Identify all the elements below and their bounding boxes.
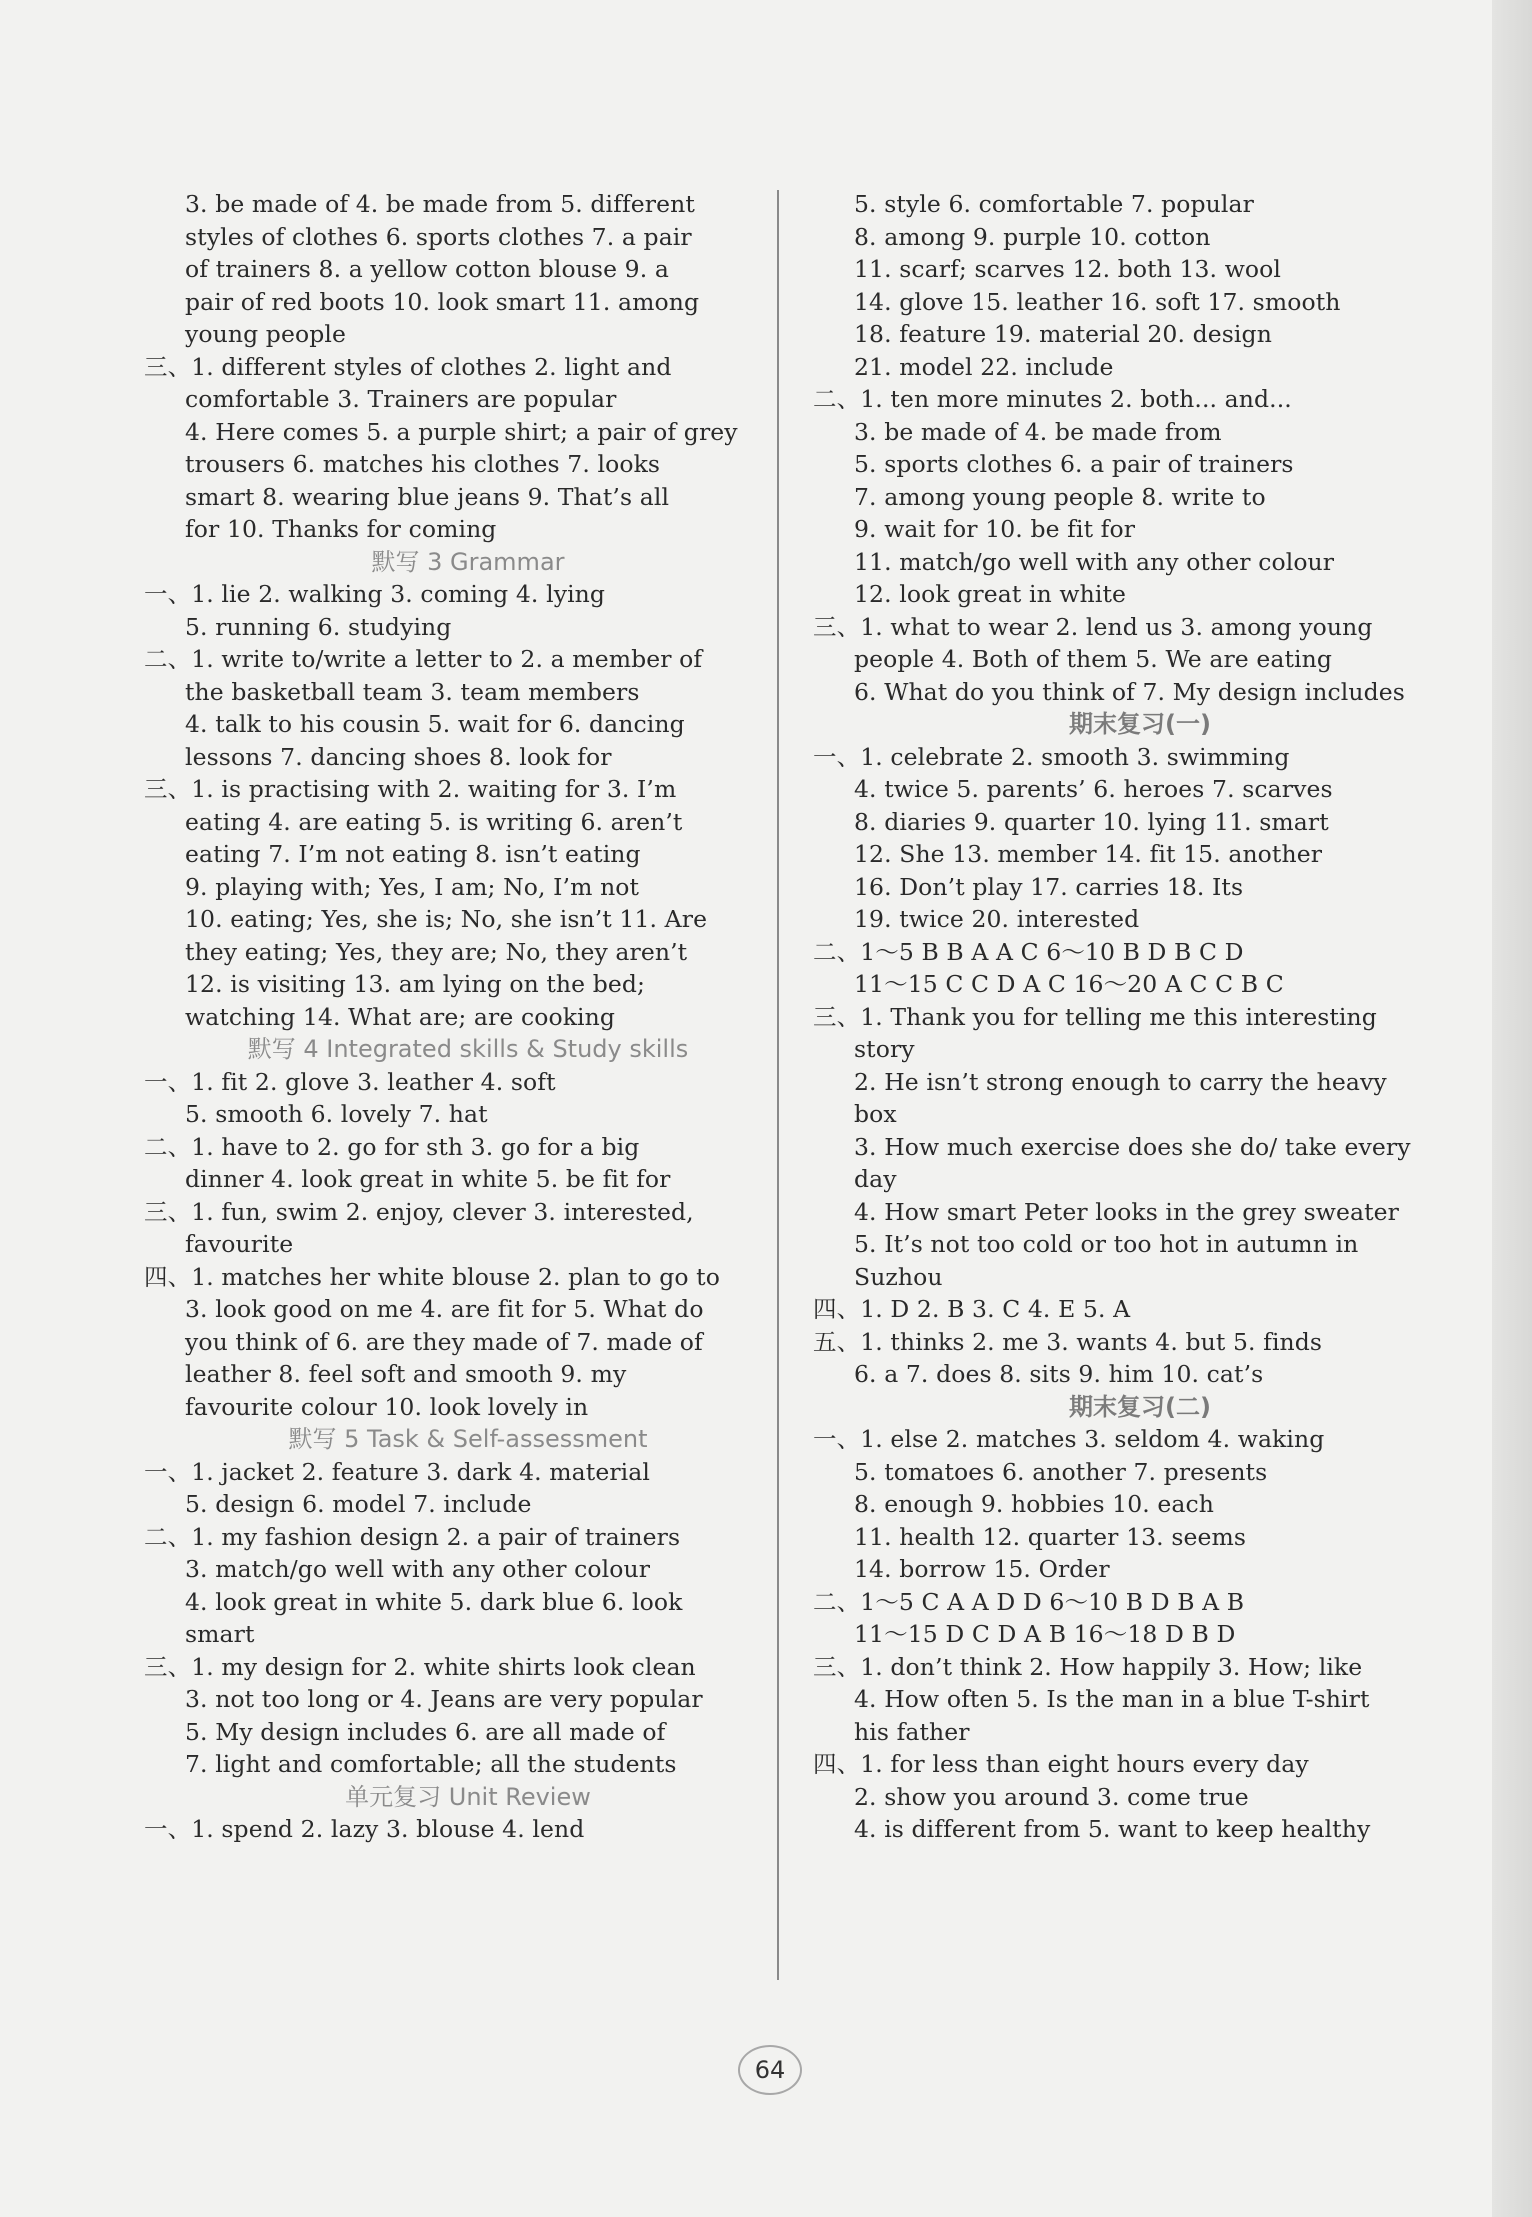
answer-line: 四、1. for less than eight hours every day: [813, 1750, 1309, 1778]
answer-line: story: [854, 1035, 915, 1063]
answer-line: 一、1. fit 2. glove 3. leather 4. soft: [144, 1067, 556, 1096]
answer-line: 21. model 22. include: [854, 352, 1114, 381]
answer-line: 三、1. Thank you for telling me this interesting: [813, 1002, 1377, 1031]
answer-line: 6. a 7. does 8. sits 9. him 10. cat’s: [854, 1360, 1264, 1388]
answer-line: 三、1. is practising with 2. waiting for 3. I’m: [144, 775, 677, 803]
answer-line: 5. running 6. studying: [185, 612, 452, 641]
answer-line: smart: [185, 1620, 255, 1648]
answer-line: 12. look great in white: [854, 580, 1127, 608]
answer-line: 11. match/go well with any other colour: [854, 547, 1335, 576]
answer-line: they eating; Yes, they are; No, they aren’t: [185, 937, 688, 966]
answer-line: 8. enough 9. hobbies 10. each: [854, 1490, 1215, 1518]
answer-line: 5. sports clothes 6. a pair of trainers: [854, 450, 1294, 478]
answer-line: 五、1. thinks 2. me 3. wants 4. but 5. finds: [813, 1327, 1323, 1356]
page-edge-shadow: [1492, 0, 1532, 2217]
answer-line: 10. eating; Yes, she is; No, she isn’t 11. Are: [185, 905, 708, 933]
answer-line: 7. light and comfortable; all the students: [185, 1750, 677, 1778]
answer-line: 8. among 9. purple 10. cotton: [854, 222, 1211, 251]
answer-line: 一、1. jacket 2. feature 3. dark 4. material: [144, 1457, 651, 1486]
answer-line: 11～15 D C D A B 16～18 D B D: [854, 1620, 1236, 1648]
section-heading: 期末复习(二): [1069, 1392, 1211, 1421]
answer-line: 4. look great in white 5. dark blue 6. look: [185, 1587, 683, 1616]
answer-line: 8. diaries 9. quarter 10. lying 11. smart: [854, 807, 1329, 836]
answer-line: 6. What do you think of 7. My design includes: [854, 677, 1405, 706]
answer-line: trousers 6. matches his clothes 7. looks: [185, 450, 661, 478]
answer-line: eating 7. I’m not eating 8. isn’t eating: [185, 840, 641, 868]
answer-line: 四、1. matches her white blouse 2. plan to go to: [144, 1262, 720, 1291]
answer-line: 3. look good on me 4. are fit for 5. What do: [185, 1295, 704, 1323]
answer-line: 2. show you around 3. come true: [854, 1782, 1249, 1811]
answer-line: 4. is different from 5. want to keep healthy: [854, 1815, 1371, 1843]
answer-line: 三、1. my design for 2. white shirts look clean: [144, 1652, 696, 1681]
answer-line: dinner 4. look great in white 5. be fit for: [185, 1165, 671, 1193]
answer-line: 5. tomatoes 6. another 7. presents: [854, 1457, 1268, 1486]
answer-line: 一、1. lie 2. walking 3. coming 4. lying: [144, 580, 606, 608]
answer-line: favourite colour 10. look lovely in: [185, 1392, 589, 1421]
answer-line: 3. not too long or 4. Jeans are very popular: [185, 1685, 703, 1713]
page-number: 64: [738, 2045, 802, 2095]
answer-line: 4. How smart Peter looks in the grey sweater: [854, 1197, 1400, 1226]
answer-line: 三、1. fun, swim 2. enjoy, clever 3. interested,: [144, 1197, 694, 1226]
answer-line: 18. feature 19. material 20. design: [854, 320, 1272, 348]
answer-line: lessons 7. dancing shoes 8. look for: [185, 742, 612, 771]
left-answer-column: [144, 188, 744, 1846]
answer-line: 四、1. D 2. B 3. C 4. E 5. A: [813, 1295, 1131, 1323]
answer-line: 一、1. else 2. matches 3. seldom 4. waking: [813, 1425, 1325, 1453]
section-heading: 期末复习(一): [1069, 710, 1211, 738]
answer-line: 5. design 6. model 7. include: [185, 1490, 532, 1518]
answer-line: 14. glove 15. leather 16. soft 17. smooth: [854, 287, 1341, 316]
section-heading: 默写 5 Task & Self-assessment: [288, 1425, 648, 1453]
section-heading: 单元复习 Unit Review: [345, 1782, 591, 1811]
answer-line: 二、1. my fashion design 2. a pair of trainers: [144, 1522, 681, 1551]
answer-line: 4. talk to his cousin 5. wait for 6. dancing: [185, 710, 685, 738]
answer-line: 5. My design includes 6. are all made of: [185, 1717, 666, 1746]
answer-line: 7. among young people 8. write to: [854, 482, 1266, 511]
answer-line: 一、1. spend 2. lazy 3. blouse 4. lend: [144, 1815, 585, 1843]
answer-line: 三、1. what to wear 2. lend us 3. among young: [813, 612, 1373, 641]
answer-line: 12. is visiting 13. am lying on the bed;: [185, 970, 646, 998]
answer-line: 11. health 12. quarter 13. seems: [854, 1522, 1247, 1551]
answer-line: 9. playing with; Yes, I am; No, I’m not: [185, 872, 640, 901]
answer-line: favourite: [185, 1230, 294, 1258]
answer-line: leather 8. feel soft and smooth 9. my: [185, 1360, 627, 1388]
answer-line: 4. Here comes 5. a purple shirt; a pair of grey: [185, 417, 738, 446]
answer-line: 11～15 C C D A C 16～20 A C C B C: [854, 970, 1284, 998]
answer-line: 2. He isn’t strong enough to carry the heavy: [854, 1067, 1387, 1096]
answer-line: 二、1～5 C A A D D 6～10 B D B A B: [813, 1587, 1245, 1616]
answer-line: day: [854, 1165, 897, 1193]
answer-line: 4. How often 5. Is the man in a blue T-shirt: [854, 1685, 1370, 1713]
answer-line: 二、1. have to 2. go for sth 3. go for a big: [144, 1132, 640, 1161]
answer-line: 14. borrow 15. Order: [854, 1555, 1110, 1583]
answer-line: 11. scarf; scarves 12. both 13. wool: [854, 255, 1282, 283]
answer-line: pair of red boots 10. look smart 11. among: [185, 287, 700, 316]
answer-line: smart 8. wearing blue jeans 9. That’s all: [185, 482, 670, 511]
answer-line: 5. style 6. comfortable 7. popular: [854, 190, 1254, 218]
answer-line: Suzhou: [854, 1262, 943, 1291]
answer-line: people 4. Both of them 5. We are eating: [854, 645, 1333, 673]
answer-line: the basketball team 3. team members: [185, 677, 640, 706]
answer-line: 5. smooth 6. lovely 7. hat: [185, 1100, 488, 1128]
answer-line: of trainers 8. a yellow cotton blouse 9. a: [185, 255, 669, 283]
answer-line: 9. wait for 10. be fit for: [854, 515, 1136, 543]
answer-line: 三、1. different styles of clothes 2. light and: [144, 352, 672, 381]
answer-line: 二、1. write to/write a letter to 2. a member of: [144, 645, 703, 673]
answer-line: 3. be made of 4. be made from 5. different: [185, 190, 695, 218]
answer-line: eating 4. are eating 5. is writing 6. aren’t: [185, 807, 683, 836]
answer-line: 4. twice 5. parents’ 6. heroes 7. scarves: [854, 775, 1333, 803]
answer-line: 二、1. ten more minutes 2. both... and...: [813, 385, 1292, 413]
section-heading: 默写 3 Grammar: [371, 547, 565, 576]
answer-line: 三、1. don’t think 2. How happily 3. How; like: [813, 1652, 1363, 1681]
answer-line: 3. be made of 4. be made from: [854, 417, 1222, 446]
answer-line: his father: [854, 1717, 970, 1746]
column-divider: [777, 190, 779, 1980]
answer-line: 3. How much exercise does she do/ take every: [854, 1132, 1411, 1161]
section-heading: 默写 4 Integrated skills & Study skills: [247, 1035, 689, 1063]
answer-line: young people: [185, 320, 346, 348]
answer-line: 16. Don’t play 17. carries 18. Its: [854, 872, 1244, 901]
answer-line: 一、1. celebrate 2. smooth 3. swimming: [813, 742, 1290, 771]
answer-line: 19. twice 20. interested: [854, 905, 1140, 933]
answer-line: 二、1～5 B B A A C 6～10 B D B C D: [813, 937, 1244, 966]
answer-line: box: [854, 1100, 897, 1128]
right-answer-column: [813, 188, 1435, 1846]
answer-line: for 10. Thanks for coming: [185, 515, 497, 543]
answer-line: 3. match/go well with any other colour: [185, 1555, 651, 1583]
answer-line: you think of 6. are they made of 7. made of: [185, 1327, 703, 1356]
answer-line: 12. She 13. member 14. fit 15. another: [854, 840, 1323, 868]
answer-line: 5. It’s not too cold or too hot in autumn in: [854, 1230, 1359, 1258]
answer-line: watching 14. What are; are cooking: [185, 1002, 616, 1031]
answer-line: comfortable 3. Trainers are popular: [185, 385, 617, 413]
answer-line: styles of clothes 6. sports clothes 7. a pair: [185, 222, 692, 251]
